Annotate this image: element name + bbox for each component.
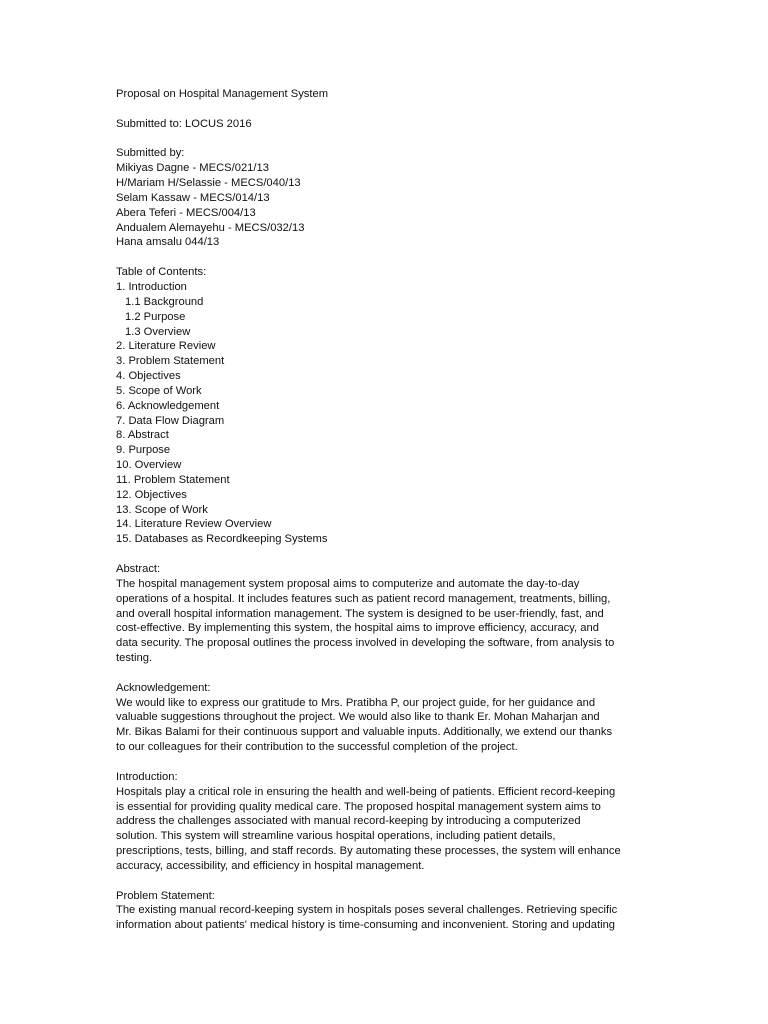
toc-item: 12. Objectives [116, 488, 187, 501]
toc-item: 4. Objectives [116, 370, 181, 383]
toc-subitem: 1.1 Background [125, 295, 204, 308]
spacer [116, 666, 661, 681]
toc-item: 13. Scope of Work [116, 503, 208, 516]
toc-item: 11. Problem Statement [116, 473, 230, 486]
paragraph-line: solution. This system will streamline various hospital operations, including patient details, [116, 830, 556, 843]
section-heading: Abstract: [116, 563, 161, 575]
spacer [116, 874, 661, 889]
toc-item: 6. Acknowledgement [116, 399, 220, 412]
paragraph-line: The existing manual record-keeping system in hospitals poses several challenges. Retrieving specific [116, 904, 618, 917]
team-member: Hana amsalu 044/13 [116, 236, 220, 249]
spacer [116, 102, 661, 117]
spacer [116, 755, 661, 770]
paragraph-line: valuable suggestions throughout the project. We would also like to thank Er. Mohan Maharjan and [116, 711, 600, 724]
toc-item: 2. Literature Review [116, 340, 216, 353]
team-member: Selam Kassaw - MECS/014/13 [116, 191, 270, 204]
team-member: Andualem Alemayehu - MECS/032/13 [116, 221, 305, 234]
abstract-section [116, 562, 661, 666]
toc-item: 10. Overview [116, 459, 182, 472]
paragraph-line: Hospitals play a critical role in ensuring the health and well-being of patients. Efficient record-keeping [116, 785, 616, 798]
toc-subitem: 1.3 Overview [125, 325, 191, 338]
toc-item: 15. Databases as Recordkeeping Systems [116, 533, 328, 546]
paragraph-line: The hospital management system proposal aims to computerize and automate the day-to-day [116, 577, 580, 590]
problem-statement-section [116, 889, 661, 934]
paragraph-line: operations of a hospital. It includes features such as patient record management, treatments, billing, [116, 592, 611, 605]
table-of-contents [116, 265, 661, 547]
introduction-section [116, 770, 661, 874]
paragraph-line: cost-effective. By implementing this system, the hospital aims to improve efficiency, accuracy, and [116, 622, 599, 635]
paragraph-line: address the challenges associated with manual record-keeping by introducing a computerized [116, 815, 581, 828]
toc-item: 14. Literature Review Overview [116, 518, 272, 531]
paragraph-line: testing. [116, 652, 153, 665]
paragraph-line: is essential for providing quality medical care. The proposed hospital management system aims to [116, 800, 601, 813]
submitted-by-label: Submitted by: [116, 147, 185, 160]
paragraph-line: prescriptions, tests, billing, and staff records. By automating these processes, the system will enhance [116, 845, 621, 858]
paragraph-line: and overall hospital information management. The system is designed to be user-friendly, fast, and [116, 607, 604, 620]
acknowledgement-section [116, 681, 661, 755]
document-page [116, 87, 661, 933]
paragraph-line: to our colleagues for their contribution to the successful completion of the project. [116, 741, 518, 754]
spacer [116, 547, 661, 562]
spacer [116, 250, 661, 265]
team-member: H/Mariam H/Selassie - MECS/040/13 [116, 177, 301, 190]
toc-label: Table of Contents: [116, 266, 207, 279]
toc-item: 7. Data Flow Diagram [116, 414, 225, 427]
toc-item: 3. Problem Statement [116, 355, 225, 368]
toc-item: 8. Abstract [116, 429, 169, 442]
paragraph-line: data security. The proposal outlines the process involved in developing the software, from analysis to [116, 637, 615, 650]
toc-item: 5. Scope of Work [116, 384, 202, 397]
toc-item: 9. Purpose [116, 444, 171, 457]
submitted-to: Submitted to: LOCUS 2016 [116, 117, 252, 130]
paragraph-line: accuracy, accessibility, and efficiency in hospital management. [116, 859, 425, 872]
paragraph-line: We would like to express our gratitude to Mrs. Pratibha P, our project guide, for her guidance and [116, 696, 596, 709]
document-title: Proposal on Hospital Management System [116, 88, 329, 100]
section-heading: Problem Statement: [116, 889, 215, 902]
section-heading: Introduction: [116, 770, 178, 783]
submitted-by-section [116, 146, 661, 250]
section-heading: Acknowledgement: [116, 681, 211, 694]
toc-subitem: 1.2 Purpose [125, 310, 186, 323]
paragraph-line: Mr. Bikas Balami for their continuous support and valuable inputs. Additionally, we extend our thanks [116, 726, 613, 739]
paragraph-line: information about patients' medical history is time-consuming and inconvenient. Storing and updating [116, 919, 616, 932]
team-member: Mikiyas Dagne - MECS/021/13 [116, 162, 269, 175]
toc-item: 1. Introduction [116, 280, 187, 293]
spacer [116, 132, 661, 147]
team-member: Abera Teferi - MECS/004/13 [116, 206, 256, 219]
